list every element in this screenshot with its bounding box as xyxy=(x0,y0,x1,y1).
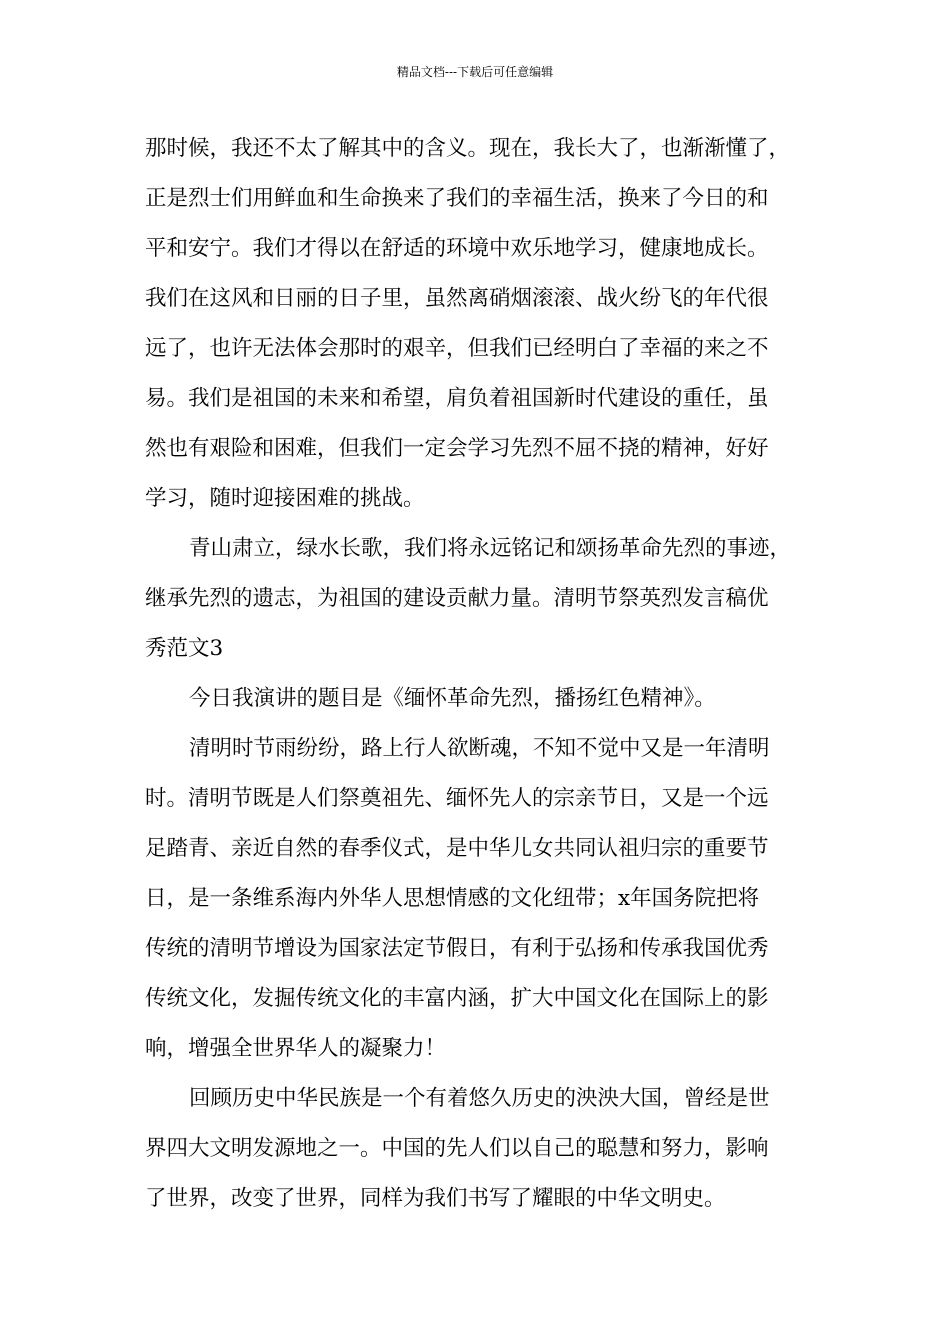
text-line: 继承先烈的遗志，为祖国的建设贡献力量。清明节祭英烈发言稿优 xyxy=(145,586,769,611)
text-line: 平和安宁。我们才得以在舒适的环境中欢乐地学习，健康地成长。 xyxy=(145,236,769,261)
text-line: 易。我们是祖国的未来和希望，肩负着祖国新时代建设的重任，虽 xyxy=(145,386,769,411)
text-line: 远了，也许无法体会那时的艰辛，但我们已经明白了幸福的来之不 xyxy=(145,336,769,361)
text-line: 了世界，改变了世界，同样为我们书写了耀眼的中华文明史。 xyxy=(145,1186,726,1211)
text-line: 学习，随时迎接困难的挑战。 xyxy=(145,486,425,511)
text-line: 日，是一条维系海内外华人思想情感的文化纽带；x年国务院把将 xyxy=(145,886,760,911)
text-line: 正是烈士们用鲜血和生命换来了我们的幸福生活，换来了今日的和 xyxy=(145,186,769,211)
text-line: 时。清明节既是人们祭奠祖先、缅怀先人的宗亲节日，又是一个远 xyxy=(145,786,769,811)
text-line: 足踏青、亲近自然的春季仪式，是中华儿女共同认祖归宗的重要节 xyxy=(145,836,769,861)
text-line: 传统文化，发掘传统文化的丰富内涵，扩大中国文化在国际上的影 xyxy=(145,986,769,1011)
text-line: 那时候，我还不太了解其中的含义。现在，我长大了，也渐渐懂了， xyxy=(145,136,791,161)
paragraph-first-line: 青山肃立，绿水长歌，我们将永远铭记和颂扬革命先烈的事迹， xyxy=(189,536,792,561)
paragraph-first-line: 今日我演讲的题目是《缅怀革命先烈，播扬红色精神》。 xyxy=(189,686,716,711)
text-line: 我们在这风和日丽的日子里，虽然离硝烟滚滚、战火纷飞的年代很 xyxy=(145,286,769,311)
text-line: 传统的清明节增设为国家法定节假日，有利于弘扬和传承我国优秀 xyxy=(145,936,769,961)
paragraph-first-line: 清明时节雨纷纷，路上行人欲断魂，不知不觉中又是一年清明 xyxy=(189,736,770,761)
text-line: 界四大文明发源地之一。中国的先人们以自己的聪慧和努力，影响 xyxy=(145,1136,769,1161)
paragraph-first-line: 回顾历史中华民族是一个有着悠久历史的泱泱大国，曾经是世 xyxy=(189,1086,770,1111)
text-line: 响，增强全世界华人的凝聚力！ xyxy=(145,1036,447,1061)
text-line: 然也有艰险和困难，但我们一定会学习先烈不屈不挠的精神，好好 xyxy=(145,436,769,461)
page-header: 精品文档---下载后可任意编辑 xyxy=(396,65,554,79)
document-body xyxy=(145,124,815,1224)
text-line: 秀范文3 xyxy=(145,636,224,661)
